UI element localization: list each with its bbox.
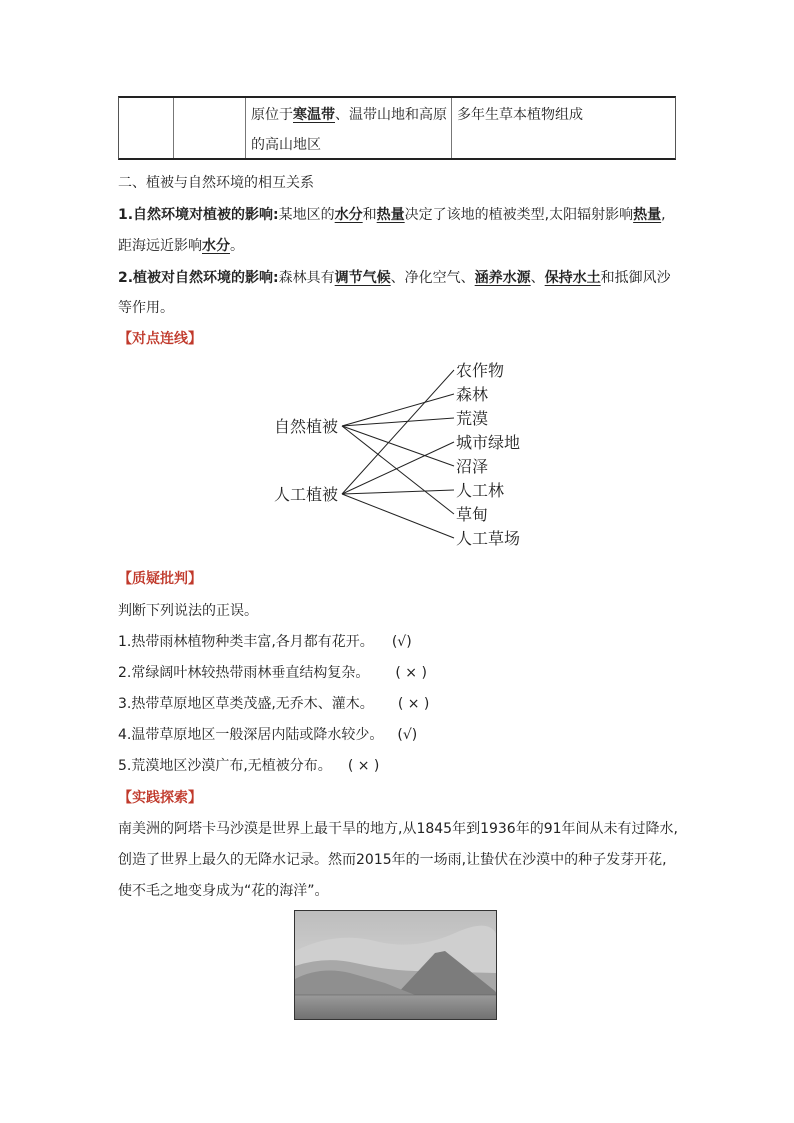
left-term-artificial: 人工植被 [274, 485, 339, 504]
section-heading: 二、植被与自然环境的相互关系 [118, 175, 314, 191]
right-term: 人工草场 [456, 529, 521, 548]
vegetation-table [118, 96, 676, 160]
judgement-item: 4.温带草原地区一般深居内陆或降水较少。 (√) [118, 727, 418, 743]
right-term: 草甸 [456, 505, 489, 524]
practice-text-line: 南美洲的阿塔卡马沙漠是世界上最干旱的地方,从1845年到1936年的91年间从未有过降水, [118, 821, 678, 837]
right-term: 人工林 [456, 481, 505, 500]
paragraph-1-line-1: 1.自然环境对植被的影响:某地区的水分和热量决定了该地的植被类型,太阳辐射影响热量, [118, 207, 666, 223]
practice-text-line: 使不毛之地变身成为“花的海洋”。 [118, 883, 329, 899]
table-divider [173, 98, 174, 158]
right-term: 沼泽 [456, 457, 489, 476]
right-term: 森林 [456, 385, 489, 404]
paragraph-1-line-2: 距海远近影响水分。 [118, 238, 244, 254]
right-term: 荒漠 [456, 409, 489, 428]
judgement-item: 2.常绿阔叶林较热带雨林垂直结构复杂。 ( × ) [118, 665, 427, 681]
answer-mark: (√) [397, 727, 418, 743]
table-divider [451, 98, 452, 158]
table-cell-distribution: 原位于寒温带、温带山地和高原 的高山地区 [251, 107, 447, 153]
practice-label: 【实践探索】 [118, 790, 202, 806]
answer-mark: ( × ) [395, 665, 427, 681]
paragraph-2-line-1: 2.植被对自然环境的影响:森林具有调节气候、净化空气、涵养水源、保持水土和抵御风沙 [118, 270, 671, 286]
answer-mark: ( × ) [347, 758, 380, 774]
matching-diagram [260, 352, 560, 552]
judgement-intro: 判断下列说法的正误。 [118, 603, 258, 619]
matching-label: 【对点连线】 [118, 331, 202, 347]
table-cell-composition: 多年生草本植物组成 [457, 107, 583, 123]
left-term-natural: 自然植被 [274, 417, 339, 436]
answer-mark: ( × ) [397, 696, 430, 712]
answer-mark: (√) [391, 634, 412, 650]
right-term: 城市绿地 [456, 433, 521, 452]
matching-link-line [342, 490, 454, 494]
paragraph-2-line-2: 等作用。 [118, 300, 174, 316]
judgement-item: 5.荒漠地区沙漠广布,无植被分布。 ( × ) [118, 758, 380, 774]
desert-landscape-image [295, 911, 497, 1020]
matching-links [342, 370, 454, 538]
judgement-item: 1.热带雨林植物种类丰富,各月都有花开。 (√) [118, 634, 412, 650]
judgement-label: 【质疑批判】 [118, 571, 202, 587]
desert-photo [294, 910, 497, 1020]
practice-text-line: 创造了世界上最久的无降水记录。然而2015年的一场雨,让蛰伏在沙漠中的种子发芽开花, [118, 852, 667, 868]
right-term: 农作物 [456, 361, 505, 380]
judgement-item: 3.热带草原地区草类茂盛,无乔木、灌木。 ( × ) [118, 696, 430, 712]
table-divider [245, 98, 246, 158]
matching-link-line [342, 394, 454, 426]
matching-link-line [342, 442, 454, 494]
matching-link-line [342, 418, 454, 426]
